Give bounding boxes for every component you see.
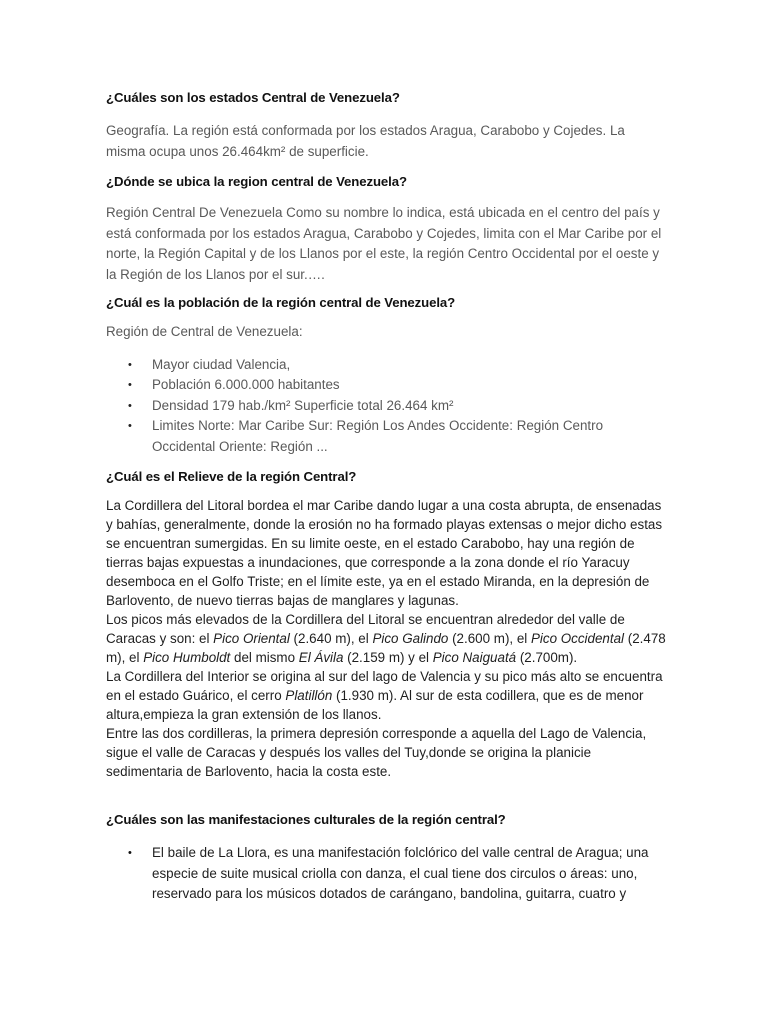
peak-name: Pico Occidental — [530, 631, 625, 646]
peak-name: Platillón — [285, 688, 333, 703]
list-item — [106, 396, 666, 417]
peak-name: Pico Oriental — [213, 631, 290, 646]
list-item-text: Limites Norte: Mar Caribe Sur: Región Los Andes Occidente: Región Centro Occidental Oriente: Región ... — [152, 418, 604, 454]
list-item-text: Densidad 179 hab./km² Superficie total 26.464 km² — [152, 397, 454, 413]
population-list — [106, 355, 666, 458]
heading-culture: ¿Cuáles son las manifestaciones culturales de la región central? — [106, 812, 506, 827]
heading-location: ¿Dónde se ubica la region central de Venezuela? — [106, 174, 407, 189]
list-item — [106, 375, 666, 396]
bullet-icon: • — [128, 420, 132, 432]
list-item-text: El baile de La Llora, es una manifestación folclórico del valle central de Aragua; una especie de suite musical criolla con danza, el cual tiene dos circulos o áreas: uno, reservado para los músicos dotados de carángano, bandolina, guitarra, cuatro y — [152, 845, 649, 901]
answer-location: Región Central De Venezuela Como su nombre lo indica, está ubicada en el centro del país y está conformada por los estados Aragua, Carabobo y Cojedes, limita con el Mar Caribe por el norte, la Región Capital y de los Llanos por el este, la región Centro Occidental por el oeste y la Región de los Llanos por el sur.…. — [106, 205, 662, 282]
peak-name: El Ávila — [298, 650, 344, 665]
list-item — [106, 355, 666, 376]
population-intro: Región de Central de Venezuela: — [106, 324, 303, 339]
heading-relief: ¿Cuál es el Relieve de la región Central? — [106, 469, 357, 484]
list-item — [106, 416, 666, 457]
peak-name: Pico Naiguatá — [432, 650, 517, 665]
list-item-text: Mayor ciudad Valencia, — [152, 356, 291, 372]
list-item-text: Población 6.000.000 habitantes — [152, 377, 340, 392]
document-body — [106, 88, 666, 905]
peak-name: Pico Galindo — [372, 631, 449, 646]
bullet-icon: • — [128, 399, 132, 412]
heading-population: ¿Cuál es la población de la región central de Venezuela? — [106, 295, 456, 310]
bullet-icon: • — [128, 847, 132, 859]
relief-paragraph-2: Los picos más elevados de la Cordillera del Litoral se encuentran alrededor del valle de Caracas y son: el Pico Oriental (2.640 m), el Pico Galindo (2.600 m), el Pico Occidental (2.478 m), el Pico Humboldt del mismo El Ávila (2.159 m) y el Pico Naiguatá (2.700m). — [106, 612, 666, 665]
culture-list — [106, 843, 666, 905]
answer-states: Geografía. La región está conformada por los estados Aragua, Carabobo y Cojedes. La misma ocupa unos 26.464km² de superficie. — [106, 123, 625, 159]
bullet-icon: • — [128, 358, 132, 371]
heading-states: ¿Cuáles son los estados Central de Venezuela? — [106, 90, 400, 105]
bullet-icon: • — [128, 379, 132, 391]
peak-name: Pico Humboldt — [143, 650, 231, 665]
relief-text — [106, 496, 666, 781]
list-item — [106, 843, 666, 905]
relief-paragraph-3: La Cordillera del Interior se origina al sur del lago de Valencia y su pico más alto se encuentra en el estado Guárico, el cerro Platillón (1.930 m). Al sur de esta codillera, que es de menor altura,empieza la gran extensión de los llanos. — [106, 669, 663, 722]
relief-paragraph-4: Entre las dos cordilleras, la primera depresión corresponde a aquella del Lago de Valencia, sigue el valle de Caracas y después los valles del Tuy,donde se origina la planicie sedimentaria de Barlovento, hacia la costa este. — [106, 726, 647, 779]
relief-paragraph-1: La Cordillera del Litoral bordea el mar Caribe dando lugar a una costa abrupta, de ensenadas y bahías, generalmente, donde la erosión no ha formado playas extensas o mejor dicho estas se encuentran sumergidas. En su limite oeste, en el estado Carabobo, hay una región de tierras bajas expuestas a inundaciones, que corresponde a la zona donde el río Yaracuy desemboca en el Golfo Triste; en el límite este, ya en el estado Miranda, en la depresión de Barlovento, de nuevo tierras bajas de manglares y lagunas. — [106, 498, 663, 608]
